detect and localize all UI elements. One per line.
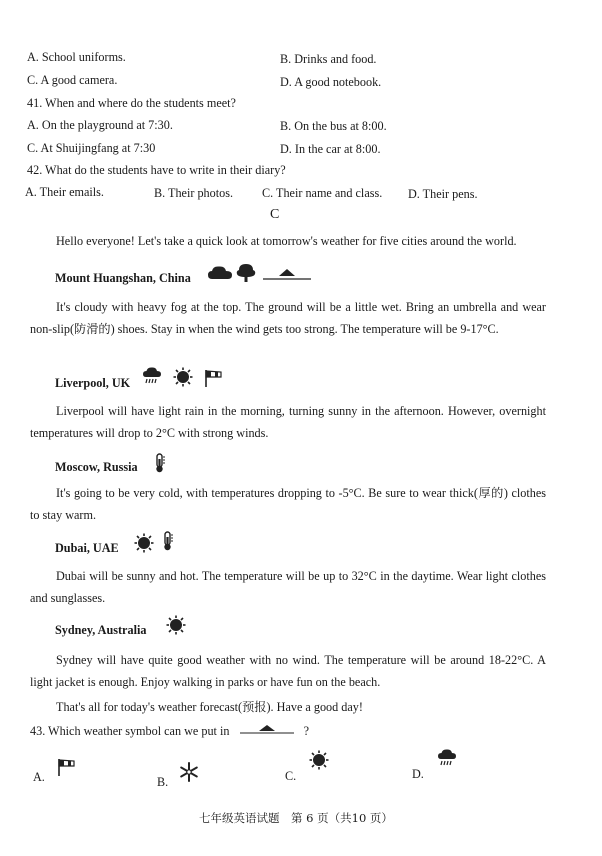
city-paragraph: Dubai will be sunny and hot. The temperature will be up to 32°C in the daytime. Wear light clothes and sunglasses. [30, 569, 546, 605]
q42-option-c: C. Their name and class. [262, 186, 383, 200]
sun-icon [134, 533, 154, 553]
passage-closing: That's all for today's weather forecast(预报). Have a good day! [56, 700, 363, 714]
city-paragraph: Sydney will have quite good weather with no wind. The temperature will be around 18-22°C. A light jacket is enough. Enjoy walking in parks or have fun on the beach. [30, 653, 546, 689]
cold-thermometer-icon [153, 453, 167, 473]
q40-option-a: A. School uniforms. [27, 50, 126, 64]
q40-option-d: D. A good notebook. [280, 75, 382, 89]
q41-option-b: B. On the bus at 8:00. [280, 119, 387, 133]
city-paragraph: It's going to be very cold, with temperatures dropping to -5°C. Be sure to wear thick(厚的) clothes to stay warm. [30, 486, 546, 522]
q43-question [30, 722, 309, 739]
snowflake-icon [178, 761, 200, 783]
q43-option-b-label: B. [157, 775, 169, 789]
rain-cloud-icon [142, 366, 164, 386]
city-paragraph: Liverpool will have light rain in the morning, turning sunny in the afternoon. However, overnight temperatures will drop to 2°C with strong winds. [30, 404, 546, 440]
q42-option-b: B. Their photos. [154, 186, 233, 200]
page-footer: 七年级英语试题 第 6 页（共10 页） [199, 811, 393, 825]
city-heading: Liverpool, UK [55, 376, 131, 390]
q43-option-a-label: A. [33, 770, 45, 784]
sun-icon [309, 750, 331, 772]
wind-flag-icon [56, 757, 78, 779]
cloud-icon [207, 264, 233, 282]
passage-intro: Hello everyone! Let's take a quick look at tomorrow's weather for five cities around the world. [56, 234, 517, 248]
q43-question-end: ? [303, 724, 309, 738]
sun-icon [173, 367, 193, 387]
tree-fog-icon [235, 263, 257, 283]
q41-option-a: A. On the playground at 7:30. [27, 118, 173, 132]
q41-option-d: D. In the car at 8:00. [280, 142, 381, 156]
city-heading: Sydney, Australia [55, 623, 147, 637]
city-paragraph: It's cloudy with heavy fog at the top. The ground will be a little wet. Bring an umbrella and wear non-slip(防滑的) shoes. Stay in when the wind gets too strong. The temperature will be 9-17°C. [30, 300, 546, 336]
wind-flag-icon [203, 368, 223, 388]
city-heading: Dubai, UAE [55, 541, 119, 555]
q40-option-b: B. Drinks and food. [280, 52, 377, 66]
blank-icon [262, 266, 312, 282]
hot-thermometer-icon [161, 531, 175, 553]
q42-question: 42. What do the students have to write in their diary? [27, 163, 286, 177]
sun-icon [166, 615, 186, 635]
blank-icon [239, 722, 295, 736]
q41-option-c: C. At Shuijingfang at 7:30 [27, 141, 156, 155]
rain-cloud-icon [437, 748, 463, 770]
q41-question: 41. When and where do the students meet? [27, 96, 236, 110]
q42-option-d: D. Their pens. [408, 187, 478, 201]
q43-question-text: 43. Which weather symbol can we put in [30, 724, 230, 738]
q43-option-c-label: C. [285, 769, 297, 783]
q40-option-c: C. A good camera. [27, 73, 118, 87]
city-heading: Mount Huangshan, China [55, 271, 191, 285]
city-heading: Moscow, Russia [55, 460, 138, 474]
q43-option-d-label: D. [412, 767, 424, 781]
q42-option-a: A. Their emails. [25, 185, 104, 199]
section-letter: C [270, 207, 280, 222]
